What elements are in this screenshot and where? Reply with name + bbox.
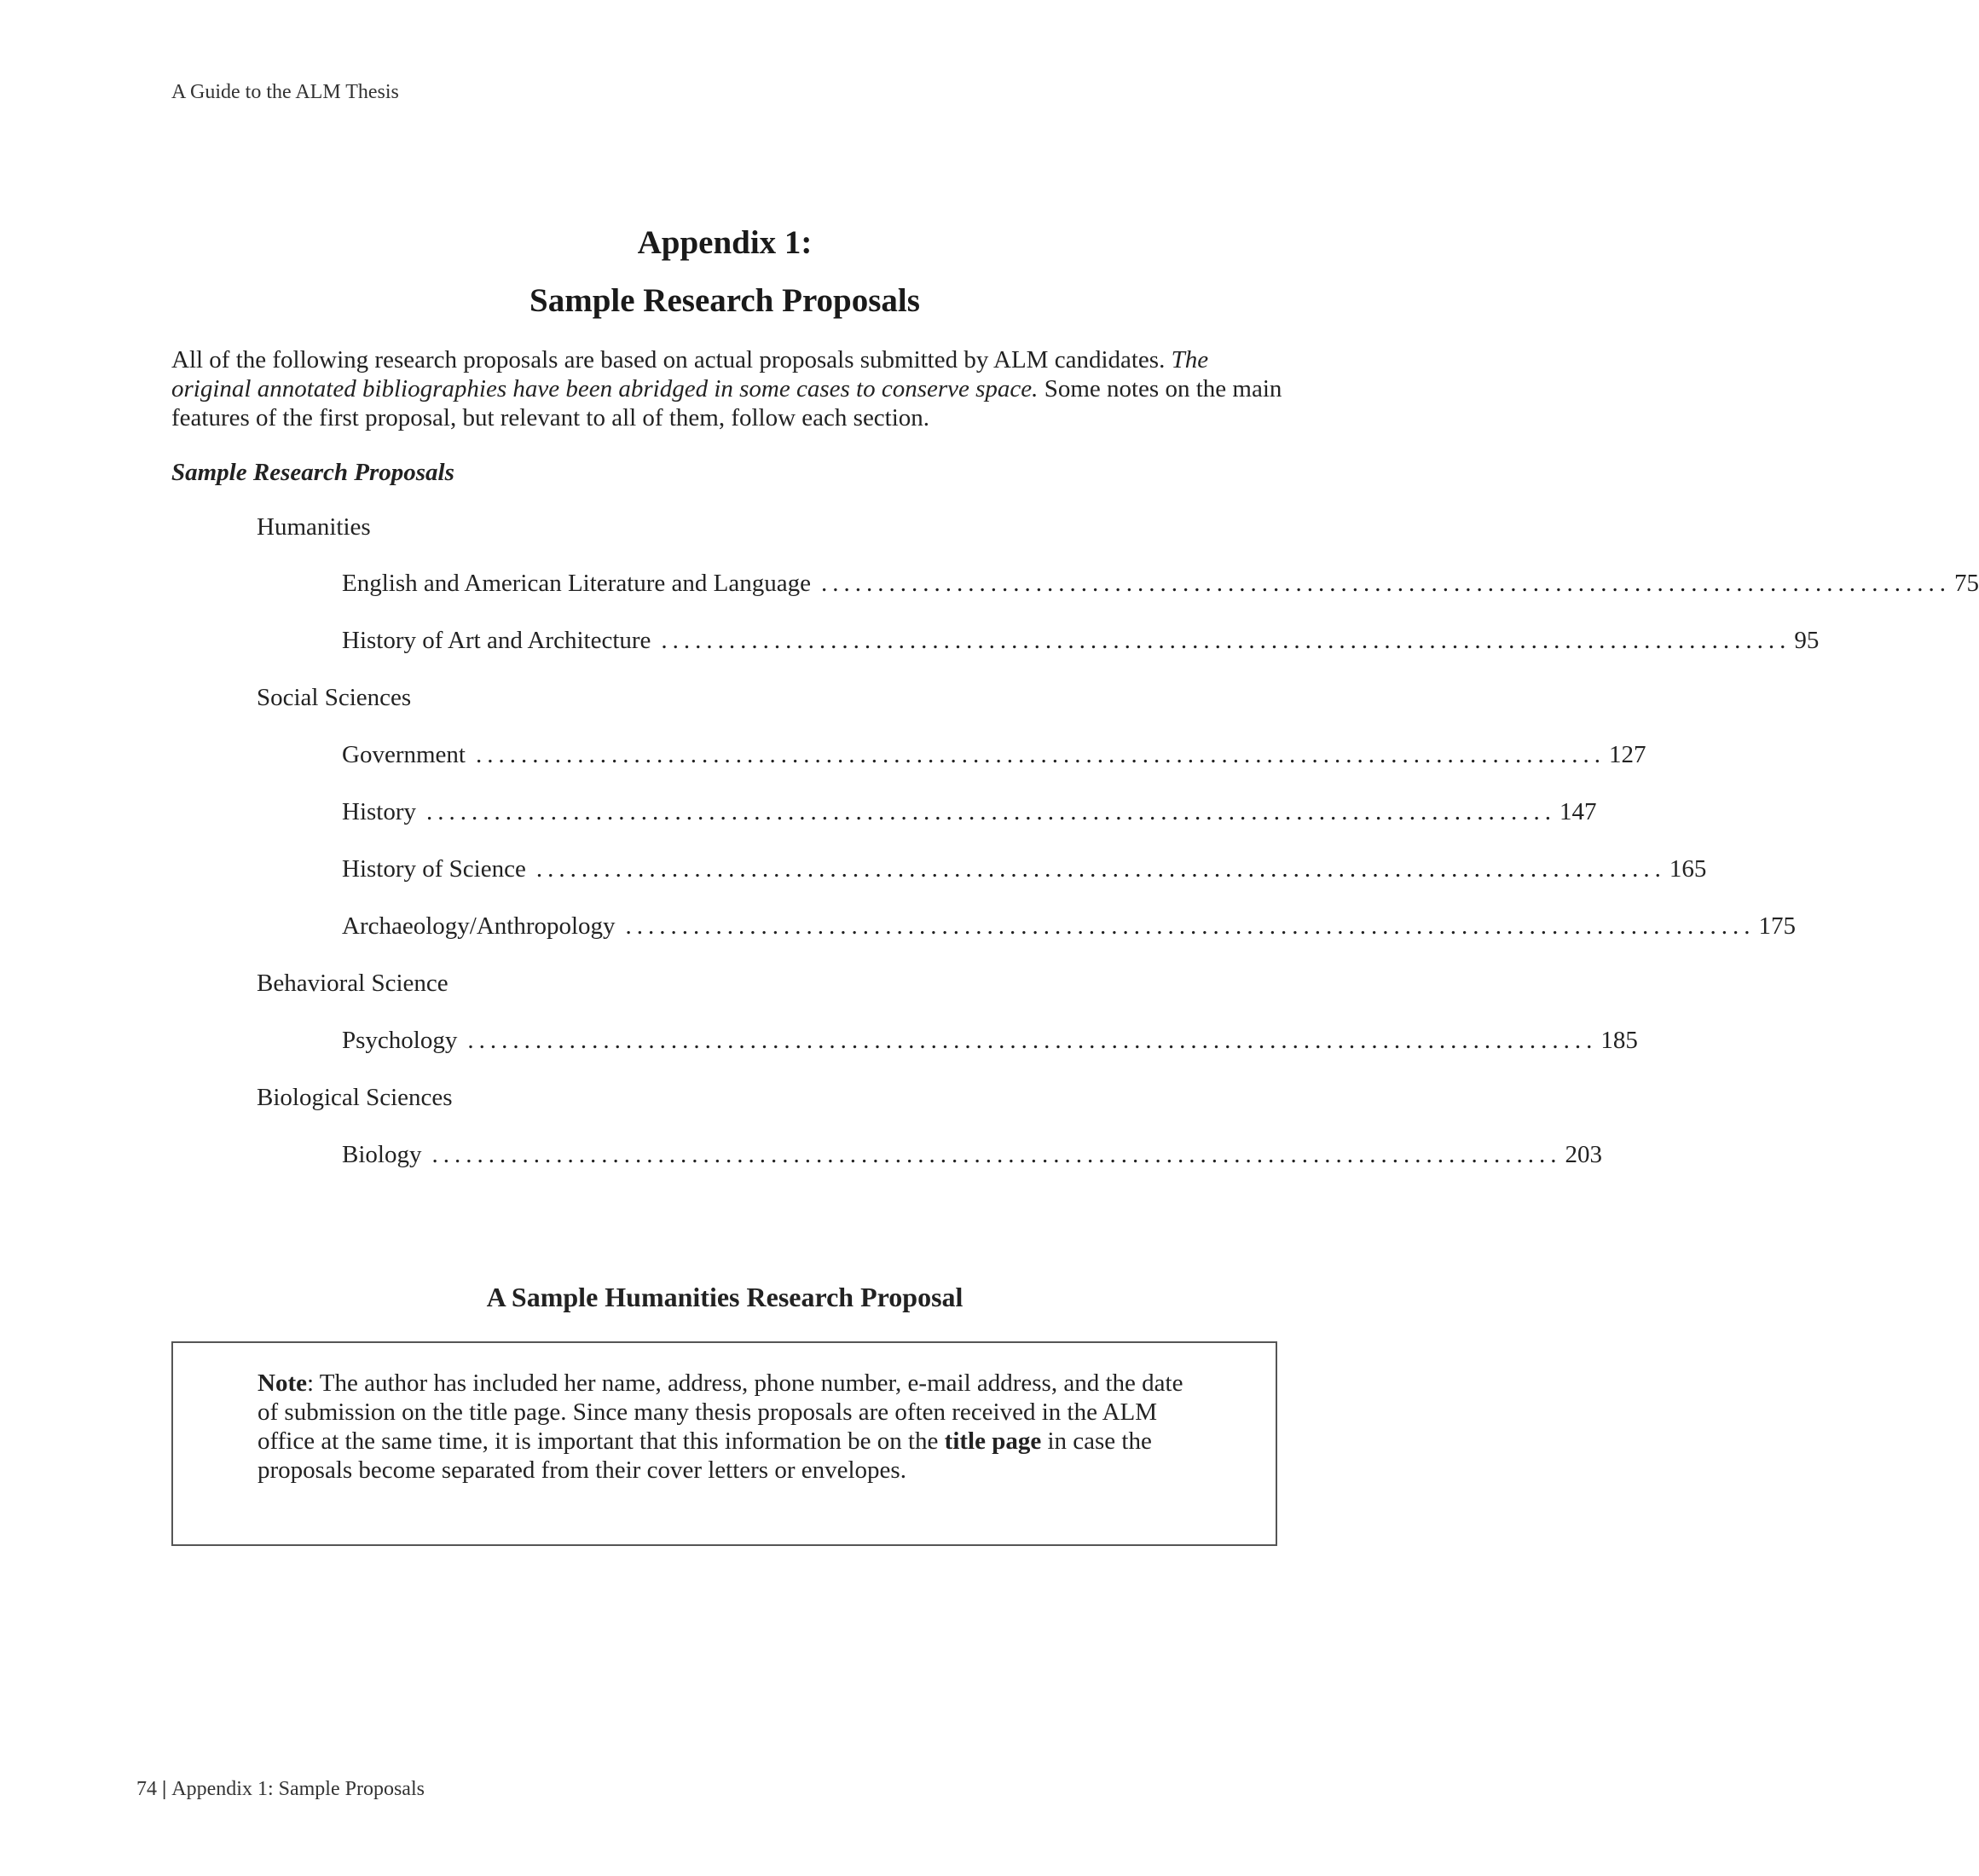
toc-entry[interactable] <box>342 570 1979 598</box>
page-number: 74 <box>136 1778 157 1800</box>
dot-leader: .................................................................................................... <box>625 912 1756 940</box>
footer-separator: | <box>162 1778 167 1800</box>
toc-entry-label: History of Science <box>342 855 526 883</box>
toc-group-humanities: Humanities <box>257 513 371 541</box>
toc-entry[interactable] <box>342 1027 1638 1055</box>
toc-entry-label: Government <box>342 741 466 768</box>
toc-entry[interactable] <box>342 855 1707 883</box>
toc-group-social-sciences: Social Sciences <box>257 684 412 711</box>
appendix-subtitle: Sample Research Proposals <box>529 282 920 319</box>
toc-entry-page: 165 <box>1669 855 1707 883</box>
toc-entry-page: 147 <box>1559 798 1597 825</box>
note-label: Note <box>258 1369 307 1397</box>
dot-leader: .................................................................................................... <box>661 627 1791 654</box>
dot-leader: .................................................................................................... <box>426 798 1556 825</box>
toc-entry-page: 185 <box>1600 1027 1638 1054</box>
section-subheading: A Sample Humanities Research Proposal <box>486 1282 963 1312</box>
toc-heading: Sample Research Proposals <box>171 459 454 486</box>
dot-leader: .................................................................................................... <box>431 1141 1562 1168</box>
running-head: A Guide to the ALM Thesis <box>171 81 399 103</box>
intro-text-1: All of the following research proposals are based on actual proposals submitted by ALM candidates. <box>171 346 1166 373</box>
note-box <box>171 1341 1277 1546</box>
intro-italic-text: The original annotated bibliographies have been abridged in some cases to conserve space. <box>171 346 1209 402</box>
toc-entry-page: 95 <box>1794 627 1820 654</box>
dot-leader: .................................................................................................... <box>475 741 1606 768</box>
toc-entry-label: English and American Literature and Language <box>342 570 811 597</box>
toc-entry-label: Biology <box>342 1141 422 1168</box>
dot-leader: .................................................................................................... <box>820 570 1951 597</box>
toc-group-behavioral-science: Behavioral Science <box>257 970 448 997</box>
note-bold-text: title page <box>944 1427 1042 1455</box>
dot-leader: .................................................................................................... <box>535 855 1666 883</box>
toc-entry[interactable] <box>342 627 1820 655</box>
toc-entry[interactable] <box>342 741 1646 769</box>
note-text <box>258 1369 1195 1485</box>
toc-entry-label: History <box>342 798 416 825</box>
toc-entry[interactable] <box>342 1141 1602 1169</box>
intro-text-2: Some notes on the main features of the first proposal, but relevant to all of them, follow each section. <box>171 375 1282 431</box>
note-text-2: in case the proposals become separated from their cover letters or envelopes. <box>258 1427 1152 1484</box>
toc-entry-label: Archaeology/Anthropology <box>342 912 616 940</box>
footer-text: Appendix 1: Sample Proposals <box>171 1778 425 1800</box>
toc-entry-page: 75 <box>1953 570 1979 597</box>
intro-paragraph <box>171 345 1288 432</box>
toc-entry-page: 127 <box>1608 741 1646 768</box>
toc-entry-page: 203 <box>1565 1141 1602 1168</box>
toc-group-biological-sciences: Biological Sciences <box>257 1084 453 1111</box>
toc-entry[interactable] <box>342 798 1597 826</box>
toc-entry[interactable] <box>342 912 1797 941</box>
toc-entry-label: History of Art and Architecture <box>342 627 651 654</box>
toc-entry-page: 175 <box>1758 912 1797 940</box>
dot-leader: .................................................................................................... <box>467 1027 1598 1054</box>
appendix-title: Appendix 1: <box>637 224 813 261</box>
page-footer <box>136 1778 425 1801</box>
note-text-1: : The author has included her name, address, phone number, e-mail address, and the date of submission on the title page. Since many thesis proposals are often received in the ALM office at the same time, it is important that this information be on the <box>258 1369 1183 1455</box>
toc-entry-label: Psychology <box>342 1027 458 1054</box>
